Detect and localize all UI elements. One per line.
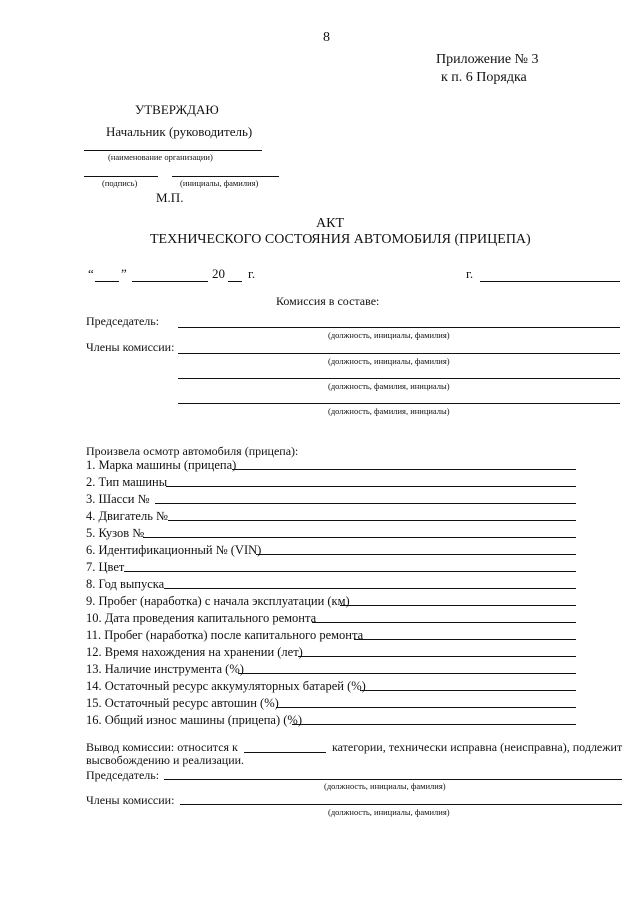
item-field[interactable] [155,503,576,504]
item-field[interactable] [312,622,576,623]
item-field[interactable] [164,588,576,589]
document-subtitle: ТЕХНИЧЕСКОГО СОСТОЯНИЯ АВТОМОБИЛЯ (ПРИЦЕПА) [150,232,531,247]
conclusion-suffix: категории, технически исправна (неисправна), подлежит [332,740,623,754]
signature-line[interactable] [84,176,158,177]
date-year-suffix: г. [248,266,256,281]
item-field[interactable] [354,639,576,640]
signature-caption: (подпись) [102,178,138,188]
item-field[interactable] [298,656,576,657]
initials-line[interactable] [172,176,279,177]
conclusion-members-label: Члены комиссии: [86,793,175,807]
inspection-item: 6. Идентификационный № (VIN) [86,543,262,557]
approval-head: Начальник (руководитель) [106,124,253,139]
inspection-item: 15. Остаточный ресурс автошин (%) [86,696,279,710]
conclusion-chairman-label: Председатель: [86,768,160,782]
org-line[interactable] [84,150,262,151]
inspection-item: 4. Двигатель № [86,509,168,523]
item-field[interactable] [232,469,576,470]
member1-line[interactable] [178,353,620,354]
item-field[interactable] [340,605,576,606]
inspection-intro: Произвела осмотр автомобиля (прицепа): [86,444,299,458]
member3-line[interactable] [178,403,620,404]
commission-header: Комиссия в составе: [276,294,380,308]
inspection-item: 16. Общий износ машины (прицепа) (%) [86,713,303,727]
initials-caption: (инициалы, фамилия) [180,178,259,188]
conclusion-prefix: Вывод комиссии: относится к [86,740,238,754]
member1-caption: (должность, инициалы, фамилия) [328,356,450,366]
inspection-item: 10. Дата проведения капитального ремонта [86,611,317,625]
date-quote-open: “ [88,266,94,281]
org-caption: (наименование организации) [108,152,213,162]
inspection-item: 5. Кузов № [86,526,145,540]
inspection-item: 8. Год выпуска [86,577,165,591]
inspection-item: 2. Тип машины [86,475,168,489]
item-field[interactable] [143,537,576,538]
member2-line[interactable] [178,378,620,379]
conclusion-chairman-line[interactable] [164,779,622,780]
stamp-label: М.П. [156,190,184,205]
date-year-line[interactable] [228,281,242,282]
inspection-item: 14. Остаточный ресурс аккумуляторных батарей (%) [86,679,366,693]
item-field[interactable] [276,707,576,708]
inspection-item: 3. Шасси № [86,492,150,506]
document-title: АКТ [316,216,344,231]
date-month-line[interactable] [132,281,208,282]
conclusion-members-line[interactable] [180,804,622,805]
approval-title: УТВЕРЖДАЮ [135,102,219,117]
item-field[interactable] [166,486,576,487]
category-line[interactable] [244,752,326,753]
members-label: Члены комиссии: [86,340,175,354]
member2-caption: (должность, фамилия, инициалы) [328,381,450,391]
page-number: 8 [323,30,330,45]
date-quote-close: ” [121,266,127,281]
item-field[interactable] [124,571,576,572]
date-day-line[interactable] [95,281,119,282]
appendix-line1: Приложение № 3 [436,52,539,67]
conclusion-chairman-caption: (должность, инициалы, фамилия) [324,781,446,791]
date-year-prefix: 20 [212,266,225,281]
conclusion-members-caption: (должность, инициалы, фамилия) [328,807,450,817]
inspection-item: 1. Марка машины (прицепа) [86,458,237,472]
chairman-line[interactable] [178,327,620,328]
item-field[interactable] [256,554,576,555]
city-prefix: г. [466,266,474,281]
item-field[interactable] [168,520,576,521]
item-field[interactable] [238,673,576,674]
chairman-caption: (должность, инициалы, фамилия) [328,330,450,340]
item-field[interactable] [360,690,576,691]
inspection-item: 7. Цвет [86,560,125,574]
inspection-item: 9. Пробег (наработка) с начала эксплуатации (км) [86,594,350,608]
chairman-label: Председатель: [86,314,160,328]
inspection-item: 11. Пробег (наработка) после капитального ремонта [86,628,364,642]
appendix-line2: к п. 6 Порядка [441,70,527,85]
item-field[interactable] [292,724,576,725]
inspection-item: 13. Наличие инструмента (%) [86,662,244,676]
city-line[interactable] [480,281,620,282]
inspection-item: 12. Время нахождения на хранении (лет) [86,645,303,659]
conclusion-line2: высвобождению и реализации. [86,753,245,767]
member3-caption: (должность, фамилия, инициалы) [328,406,450,416]
